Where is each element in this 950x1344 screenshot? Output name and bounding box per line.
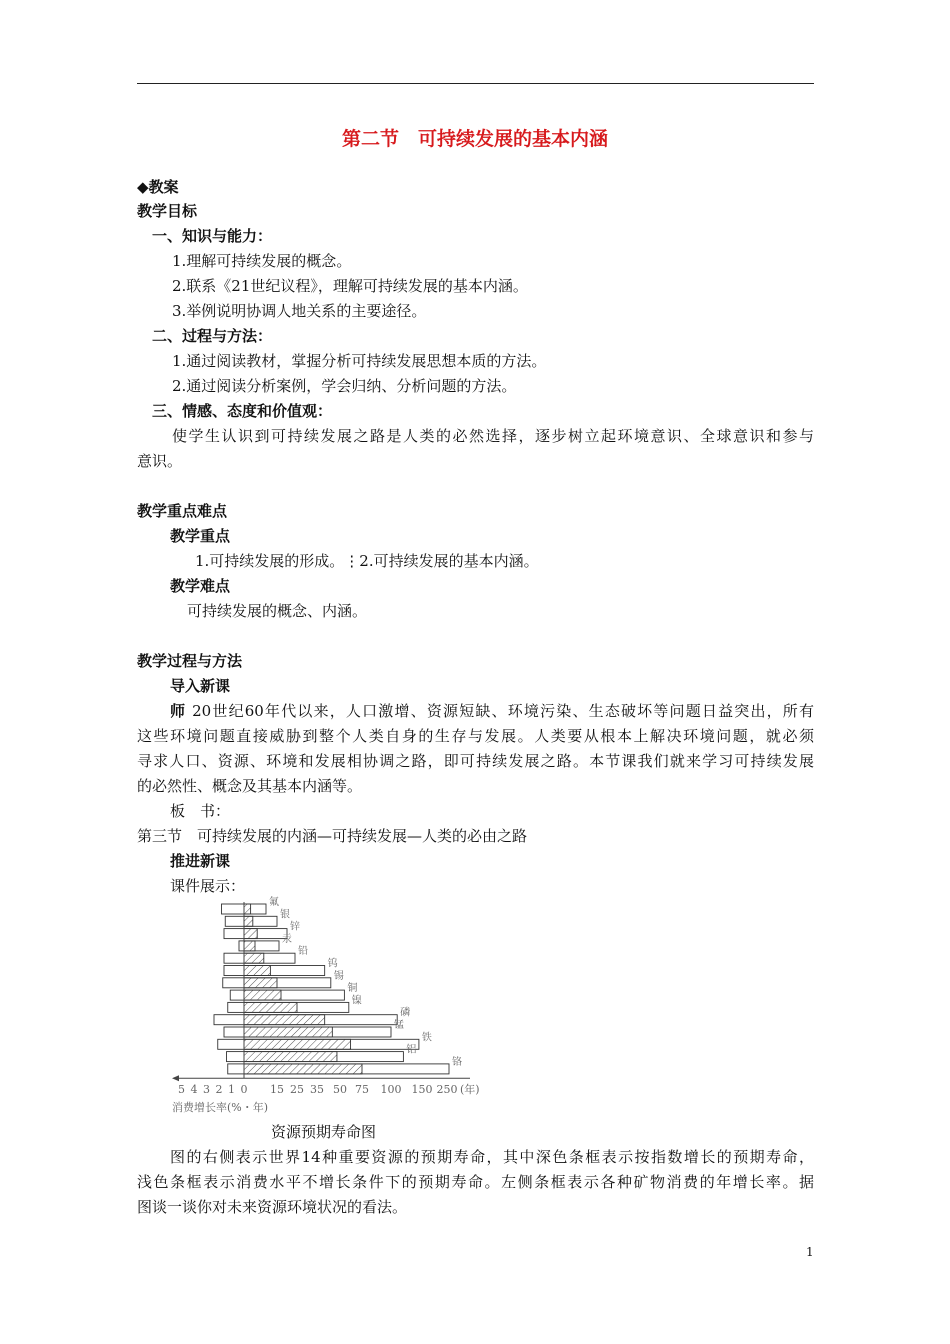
growth-bar (225, 916, 244, 926)
growth-bar (218, 1039, 244, 1049)
process-item: 1.通过阅读教材，掌握分析可持续发展思想本质的方法。 (172, 352, 547, 370)
exponential-lifetime-bar (244, 941, 255, 951)
exponential-lifetime-bar (244, 1002, 297, 1012)
growth-bar (214, 1015, 244, 1025)
left-tick-label: 5 (178, 1083, 185, 1097)
left-tick-label: 2 (215, 1083, 223, 1097)
resource-lifetime-chart (170, 896, 490, 1116)
intro-text: 20世纪60年代以来，人口激增、资源短缺、环境污染、生态破坏等问题日益突出，所有 (186, 702, 814, 720)
right-tick-label: 35 (310, 1083, 324, 1097)
resource-label: 铁 (421, 1032, 432, 1044)
exponential-lifetime-bar (244, 929, 257, 939)
right-tick-label: 15 (270, 1083, 284, 1097)
right-tick-label: 50 (333, 1083, 347, 1097)
x-unit-label: (年) (460, 1083, 480, 1097)
difficulty-text: 可持续发展的概念、内涵。 (187, 602, 368, 620)
left-tick-label: 0 (240, 1083, 248, 1097)
growth-bar (222, 904, 245, 914)
knowledge-item: 1.理解可持续发展的概念。 (172, 252, 352, 270)
resource-label: 磷 (400, 1007, 411, 1019)
knowledge-item: 3.举例说明协调人地关系的主要途径。 (172, 302, 427, 320)
lesson-marker: ◆教案 (137, 178, 179, 196)
exponential-lifetime-bar (244, 990, 281, 1000)
explanation-line: 图谈一谈你对未来资源环境状况的看法。 (137, 1198, 408, 1216)
resource-label: 铅 (298, 946, 308, 958)
header-rule (137, 83, 814, 84)
growth-bar (224, 953, 244, 963)
resource-label: 锰 (394, 1020, 404, 1031)
intro-paragraph-line: 寻求人口、资源、环境和发展相协调之路，即可持续发展之路。本节课我们就来学习可持续发展 (137, 752, 814, 770)
resource-label: 铜 (347, 983, 358, 995)
exponential-lifetime-bar (244, 1027, 332, 1037)
axis-arrow-icon (172, 1075, 179, 1081)
explanation-line: 浅色条框表示消费水平不增长条件下的预期寿命。左侧条框表示各种矿物消费的年增长率。据 (137, 1173, 814, 1191)
exponential-lifetime-bar (244, 1064, 362, 1074)
process-section-heading: 教学过程与方法 (137, 652, 243, 670)
explanation-line: 图的右侧表示世界14种重要资源的预期寿命，其中深色条框表示按指数增长的预期寿命， (170, 1148, 814, 1166)
right-tick-label: 100 (380, 1083, 402, 1097)
exponential-lifetime-bar (244, 978, 277, 988)
growth-bar (224, 966, 244, 976)
objectives-heading: 教学目标 (137, 202, 198, 220)
exponential-lifetime-bar (244, 966, 270, 976)
difficulty-heading: 教学难点 (170, 577, 231, 595)
exponential-lifetime-bar (244, 953, 264, 963)
resource-label: 银 (280, 909, 290, 921)
courseware-label: 课件展示： (170, 877, 246, 895)
growth-bar (228, 1002, 244, 1012)
exponential-lifetime-bar (244, 1039, 351, 1049)
intro-paragraph-line: 的必然性、概念及其基本内涵等。 (137, 777, 363, 795)
exponential-lifetime-bar (244, 916, 253, 926)
resource-label: 汞 (282, 933, 292, 945)
left-tick-label: 3 (203, 1083, 210, 1097)
right-tick-label: 25 (290, 1083, 304, 1097)
teacher-label: 师 (170, 702, 187, 720)
chart-caption: 资源预期寿命图 (271, 1123, 377, 1141)
right-tick-label: 150 (411, 1083, 433, 1097)
exponential-lifetime-bar (244, 1052, 337, 1062)
growth-bar (223, 978, 244, 988)
growth-bar (239, 941, 244, 951)
resource-label: 铝 (406, 1044, 417, 1056)
resource-label: 镍 (351, 995, 362, 1007)
right-tick-label: 75 (355, 1083, 369, 1097)
growth-bar (228, 1064, 244, 1074)
resource-label: 氟 (269, 897, 279, 908)
process-heading: 二、过程与方法： (152, 327, 273, 345)
growth-bar (224, 1027, 244, 1037)
emotion-text: 使学生认识到可持续发展之路是人类的必然选择，逐步树立起环境意识、全球意识和参与 (172, 427, 814, 445)
resource-label: 锡 (333, 970, 344, 982)
advance-heading: 推进新课 (170, 852, 231, 870)
knowledge-heading: 一、知识与能力： (152, 227, 273, 245)
key-points-heading: 教学重点难点 (137, 502, 228, 520)
emotion-heading: 三、情感、态度和价值观： (152, 402, 333, 420)
right-tick-label: 250 (436, 1083, 458, 1097)
focus-text: 1.可持续发展的形成。⋮2.可持续发展的基本内涵。 (195, 552, 539, 570)
exponential-lifetime-bar (244, 904, 251, 914)
intro-heading: 导入新课 (170, 677, 231, 695)
board-label: 板 书： (170, 802, 231, 820)
knowledge-item: 2.联系《21世纪议程》，理解可持续发展的基本内涵。 (172, 277, 528, 295)
intro-paragraph-line: 这些环境问题直接威胁到整个人类自身的生存与发展。人类要从根本上解决环境问题，就必须 (137, 727, 814, 745)
resource-label: 锌 (290, 921, 300, 933)
resource-label: 铬 (452, 1056, 462, 1068)
emotion-text-cont: 意识。 (137, 452, 183, 470)
page-number: 1 (806, 1245, 814, 1259)
intro-paragraph-line (170, 700, 814, 722)
focus-heading: 教学重点 (170, 527, 231, 545)
x-axis-title: 消费增长率(%・年) (172, 1101, 269, 1115)
left-tick-label: 1 (228, 1083, 235, 1097)
board-text: 第三节 可持续发展的内涵—可持续发展—人类的必由之路 (137, 827, 528, 845)
growth-bar (224, 929, 244, 939)
growth-bar (230, 990, 244, 1000)
page-title: 第二节 可持续发展的基本内涵 (341, 128, 608, 150)
growth-bar (227, 1052, 245, 1062)
resource-label: 钨 (327, 958, 338, 970)
process-item: 2.通过阅读分析案例，学会归纳、分析问题的方法。 (172, 377, 517, 395)
exponential-lifetime-bar (244, 1015, 325, 1025)
left-tick-label: 4 (190, 1083, 198, 1097)
